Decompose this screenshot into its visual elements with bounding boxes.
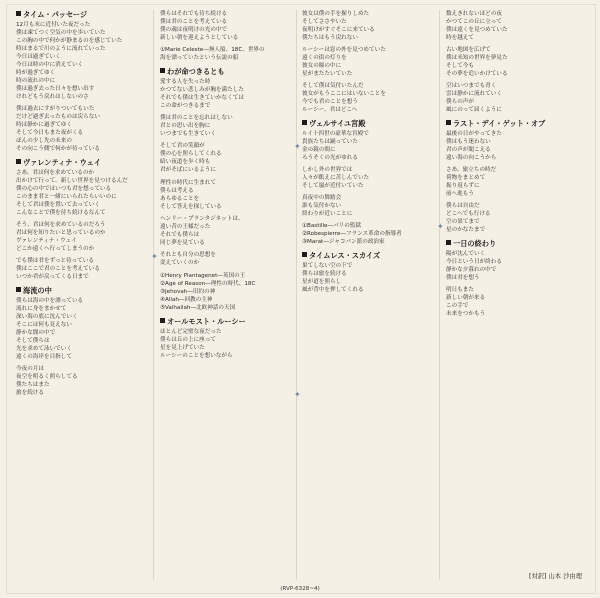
- lyric-line: 今日という日が終わる: [446, 259, 502, 265]
- lyric-line: 彼女がもうここにはいないことを: [302, 91, 386, 97]
- song-title: [302, 119, 438, 128]
- lyric-line: ⑤Valhallah―北欧神話の天国: [160, 305, 236, 311]
- lyric-line: 金の鏡の間に: [302, 147, 336, 153]
- lyric-line: 人々が飢えに苦しんでいた: [302, 175, 370, 181]
- column-divider: [296, 10, 297, 580]
- lyric-line: ほんの少し先の未来の: [16, 138, 72, 144]
- lyric-line: 遠い海の向こうから: [446, 155, 497, 161]
- lyric-line: ろうそくの光がゆれる: [302, 155, 358, 161]
- lyric-line: 誰も気付かない: [302, 203, 342, 209]
- lyric-line: 未来をつかもう: [446, 311, 486, 317]
- lyric-section: [302, 10, 438, 114]
- lyric-line: 明日もまた: [446, 287, 474, 293]
- lyric-line: だけど過ぎ去ったものは戻らない: [16, 114, 100, 120]
- lyric-section: [446, 239, 582, 318]
- lyric-line: 風が背中を押してくれる: [302, 287, 364, 293]
- lyric-line: ①Bastille―パリの監獄: [302, 223, 362, 229]
- lyric-line: そして僕らは: [16, 338, 50, 344]
- lyric-line: その向こう側で何かが待っている: [16, 146, 100, 152]
- lyric-section: [302, 119, 438, 246]
- lyric-line: その夢を追いかけている: [446, 71, 508, 77]
- lyric-line: 陽が沈んでいく: [446, 251, 486, 257]
- column-divider: [153, 10, 154, 580]
- lyric-line: 終わりが近いことに: [302, 211, 353, 217]
- lyric-line: 時を越えて: [446, 35, 474, 41]
- lyric-line: ①Henry Plantagenet―英国の王: [160, 273, 246, 279]
- lyric-lines: [160, 328, 296, 360]
- song-title-text: ヴェルサイユ宮殿: [309, 119, 366, 128]
- lyric-line: それでも僕らは: [160, 232, 200, 238]
- lyric-line: 今日は時の中に消えていく: [16, 62, 84, 68]
- song-title: [16, 286, 152, 295]
- title-bullet-icon: [16, 287, 21, 292]
- lyric-line: 出かけて行って、新しい世界を見つけるんだ: [16, 178, 128, 184]
- lyric-lines: [446, 250, 582, 318]
- song-title-text: タイムレス・スカイズ: [309, 251, 381, 260]
- lyric-line: それでも僕は生きていかなくては: [160, 95, 244, 101]
- column-divider: [439, 10, 440, 580]
- title-bullet-icon: [302, 120, 307, 125]
- song-title-text: ヴァレンティナ・ウェイ: [23, 158, 101, 167]
- lyric-line: 星がまたたいていた: [302, 71, 353, 77]
- title-bullet-icon: [160, 318, 165, 323]
- lyric-section: [160, 179, 296, 267]
- lyric-line: ②Robespierre―フランス革命の指導者: [302, 231, 402, 237]
- lyric-line: そして答えを探している: [160, 204, 222, 210]
- lyric-section: [160, 10, 296, 62]
- lyric-section: [446, 10, 582, 114]
- lyric-line: ほとんど完璧な夜だった: [160, 329, 222, 335]
- lyric-line: 静かな闇の中で: [16, 330, 56, 336]
- lyric-line: 新しい朝が来る: [446, 295, 486, 301]
- lyric-line: ルーシー、君はどこへ: [302, 107, 358, 113]
- lyric-line: 僕らは自由だ: [446, 203, 480, 209]
- lyric-line: そして今も: [446, 63, 474, 69]
- lyric-line: 僕の心の中ではいつも君を想っている: [16, 186, 112, 192]
- lyric-line: このまま君と一緒にいられたらいいのに: [16, 194, 117, 200]
- title-bullet-icon: [446, 240, 451, 245]
- lyric-line: かつてこの丘に立って: [446, 19, 502, 25]
- lyric-line: 真夜中の舞踏会: [302, 195, 342, 201]
- lyric-line: 前へ進もう: [446, 191, 474, 197]
- lyric-line: 僕は未知の世界を夢見た: [446, 55, 508, 61]
- lyric-section: [16, 158, 152, 281]
- lyric-line: 僕はもう迷わない: [446, 139, 491, 145]
- lyric-line: そして僕は気付いたんだ: [302, 83, 364, 89]
- lyric-line: 君は何を知りたいと思っているのか: [16, 230, 106, 236]
- lyric-line: 君との思い出を胸に: [160, 123, 211, 129]
- lyric-line: 愛する人を失った時: [160, 79, 211, 85]
- lyric-line: 夜空を明るく照らしてる: [16, 374, 78, 380]
- lyric-lines: [16, 169, 152, 281]
- lyric-line: 遠くの街の灯りを: [302, 55, 347, 61]
- lyric-lines: [446, 130, 582, 234]
- lyric-line: 理性の時代に生まれて: [160, 180, 216, 186]
- lyric-lines: [160, 10, 296, 62]
- lyric-line: 今夜の月は: [16, 366, 44, 372]
- lyric-line: 君の声が聞こえる: [446, 147, 491, 153]
- lyric-lines: [160, 272, 296, 312]
- song-title: [446, 119, 582, 128]
- lyric-line: さあ、君は何を求めているのか: [16, 170, 95, 176]
- title-bullet-icon: [16, 159, 21, 164]
- lyric-line: 僕は遠くを見つめていた: [446, 27, 508, 33]
- divider-mark: ✦: [437, 222, 444, 231]
- lyric-line: 風にのって届くように: [446, 107, 502, 113]
- translator-credit: [対訳] 山本 沙由理: [529, 573, 582, 580]
- lyric-lines: [302, 10, 438, 114]
- lyric-line: 暗い夜道を歩く時も: [160, 159, 211, 165]
- lyric-lines: [446, 10, 582, 114]
- column-4: [446, 10, 582, 323]
- lyric-line: ヘンリー・プランタジネットは、: [160, 216, 244, 222]
- lyric-line: そして君は僕を置いて去っていく: [16, 202, 100, 208]
- lyric-line: 君がそばにいるように: [160, 167, 216, 173]
- lyric-line: 振り返らずに: [446, 183, 480, 189]
- lyric-line: 旅を続ける: [16, 390, 44, 396]
- lyric-line: 僕らは丘の上に座って: [160, 337, 216, 343]
- lyric-section: [302, 251, 438, 294]
- lyric-line: かつてない悲しみが胸を満たした: [160, 87, 244, 93]
- lyric-line: この胸の中で何かが静まるのを感じていた: [16, 38, 123, 44]
- lyric-line: 彼女の瞳の中に: [302, 63, 342, 69]
- lyric-line: そして嵐が近付いていた: [302, 183, 364, 189]
- lyric-line: 時は静かに過ぎてゆく: [16, 122, 72, 128]
- lyric-line: いつまでも生きていく: [160, 131, 216, 137]
- lyric-line: ルーシーのことを想いながら: [160, 353, 233, 359]
- lyric-line: 僕の魂は夜明けの光の中で: [160, 27, 228, 33]
- lyric-line: しかし外の世界では: [302, 167, 353, 173]
- lyric-line: 新しい朝を迎えようとしている: [160, 35, 239, 41]
- lyric-line: 僕たちはもう戻れない: [302, 35, 358, 41]
- lyric-line: ルーシーは窓の外を見つめていた: [302, 47, 386, 53]
- lyric-line: 星のかなたまで: [446, 227, 486, 233]
- lyric-line: 数えきれないほどの夜: [446, 11, 502, 17]
- lyric-line: 僕は凍てつく空気の中を歩いていた: [16, 30, 106, 36]
- lyric-section: [160, 317, 296, 360]
- song-title-text: オールモスト・ルーシー: [167, 317, 246, 326]
- lyric-section: [16, 286, 152, 397]
- lyric-line: 変えていくのか: [160, 260, 200, 266]
- song-title-text: 海流の中: [23, 286, 52, 295]
- lyric-line: 時の流れの中に: [16, 78, 56, 84]
- lyric-line: 僕は過去にすがりついてもいた: [16, 106, 95, 112]
- lyric-line: ヴァレンティナ・ウェイ: [16, 238, 77, 244]
- lyric-line: 僕らの声が: [446, 99, 474, 105]
- lyric-line: 彼女は僕の手を握りしめた: [302, 11, 370, 17]
- lyric-lines: [16, 297, 152, 397]
- lyric-lines: [16, 21, 152, 153]
- lyric-line: 深い海の底に沈んでいく: [16, 314, 78, 320]
- song-title-text: タイム・パッセージ: [23, 10, 88, 19]
- song-title: [160, 317, 296, 326]
- title-bullet-icon: [446, 120, 451, 125]
- lyric-section: [160, 272, 296, 312]
- lyric-line: 空の果てまで: [446, 219, 480, 225]
- lyric-line: そしてささやいた: [302, 19, 347, 25]
- lyric-lines: [302, 262, 438, 294]
- lyric-line: 僕らは考える: [160, 188, 194, 194]
- song-title: [16, 158, 152, 167]
- lyric-line: 今でも君のことを想う: [302, 99, 358, 105]
- song-title-text: わが命つきるとも: [167, 67, 225, 76]
- divider-mark: ✦: [294, 390, 301, 399]
- column-2: [160, 10, 296, 365]
- lyric-line: 最後の日がやってきた: [446, 131, 502, 137]
- lyric-line: 僕らは海の中を漂っている: [16, 298, 84, 304]
- lyric-line: 雲は静かに流れていく: [446, 91, 502, 97]
- title-bullet-icon: [16, 11, 21, 16]
- lyric-line: 今日は過ぎていく: [16, 54, 61, 60]
- song-title: [16, 10, 152, 19]
- lyric-line: 僕は君のことを忘れはしない: [160, 115, 233, 121]
- lyric-line: 僕らはそれでも待ち続ける: [160, 11, 228, 17]
- lyric-line: 僕らは旅を続ける: [302, 271, 347, 277]
- column-3: [302, 10, 438, 299]
- song-title: [446, 239, 582, 248]
- lyric-line: けれどもう戻れはしないのさ: [16, 94, 89, 100]
- lyric-line: 貴族たちは踊っていた: [302, 139, 358, 145]
- lyric-line: 流れに身をまかせて: [16, 306, 67, 312]
- lyric-line: そして今日もまた夜がくる: [16, 130, 84, 136]
- lyric-line: あらゆることを: [160, 196, 200, 202]
- lyric-line: ①Marie Celeste―無人船、18C、世界の: [160, 47, 265, 53]
- lyric-section: [446, 119, 582, 234]
- lyric-line: 星が道を照らし: [302, 279, 342, 285]
- lyric-line: この手で: [446, 303, 469, 309]
- lyric-line: 荷物をまとめて: [446, 175, 486, 181]
- lyric-line: どこへでも行ける: [446, 211, 491, 217]
- lyric-line: ルイ十四世の豪華な宮殿で: [302, 131, 369, 137]
- title-bullet-icon: [160, 68, 165, 73]
- lyric-line: 僕はここで君のことを考えている: [16, 266, 100, 272]
- lyric-line: 時はまるで川のように流れていった: [16, 46, 106, 52]
- divider-mark: ✦: [294, 142, 301, 151]
- lyric-line: どこか遠くへ行ってしまうのか: [16, 246, 95, 252]
- lyric-line: 夜明けがすぐそこに来ている: [302, 27, 375, 33]
- lyric-line: 遠い昔の王様だった: [160, 224, 211, 230]
- lyric-line: ②Age of Reason―理性の時代、18C: [160, 281, 256, 287]
- lyric-line: そう、君は何を求めているのだろう: [16, 222, 106, 228]
- song-title: [302, 251, 438, 260]
- lyric-section: [16, 10, 152, 153]
- lyric-line: 果てしない空の下で: [302, 263, 353, 269]
- divider-mark: ✦: [151, 252, 158, 261]
- song-title: [160, 67, 296, 76]
- lyric-line: さあ、旅立ちの時だ: [446, 167, 497, 173]
- lyric-line: ④Allah―回教の主神: [160, 297, 213, 303]
- lyric-lines: [302, 130, 438, 246]
- lyric-line: 時が過ぎてゆく: [16, 70, 56, 76]
- lyric-line: 静かな夕暮れの中で: [446, 267, 497, 273]
- lyric-line: 12月も末に近付いた夜だった: [16, 22, 91, 28]
- lyric-line: 僕たちはまた: [16, 382, 50, 388]
- lyric-line: そこには何も見えない: [16, 322, 72, 328]
- lyric-line: 僕は君を想う: [446, 275, 480, 281]
- lyric-section: [160, 67, 296, 174]
- lyric-lines: [160, 78, 296, 174]
- lyric-line: 遠くの海岸を目指して: [16, 354, 72, 360]
- lyric-line: 僕は過ぎ去った日々を想い出す: [16, 86, 95, 92]
- lyric-line: ③Jehovah―旧約の神: [160, 289, 216, 295]
- lyric-line: 海を漂っていたという伝説の船: [160, 55, 239, 61]
- lyric-line: それとも自分の思想を: [160, 252, 216, 258]
- song-title-text: ラスト・デイ・ゲット・オブ: [453, 119, 546, 128]
- song-title-text: 一日の終わり: [453, 239, 497, 248]
- lyric-line: 空はいつまでも青く: [446, 83, 497, 89]
- column-1: [16, 10, 152, 402]
- lyric-line: 古い地図を広げて: [446, 47, 491, 53]
- lyric-line: ③Marat―ジャコバン派の政治家: [302, 239, 385, 245]
- lyric-line: この命がつきるまで: [160, 103, 211, 109]
- lyric-line: 僕は君のことを考えている: [160, 19, 228, 25]
- lyric-lines: [160, 179, 296, 267]
- lyric-line: 星を見上げていた: [160, 345, 205, 351]
- title-bullet-icon: [302, 252, 307, 257]
- catalog-number: (RVP-6328~4): [280, 586, 320, 592]
- lyric-line: こんなことで僕を待ち続けるなんて: [16, 210, 106, 216]
- lyric-line: いつか君が戻ってくる日まで: [16, 274, 89, 280]
- lyric-line: そして君の笑顔が: [160, 143, 205, 149]
- lyric-line: 光を求めて泳いでいく: [16, 346, 72, 352]
- lyric-line: 僕の心を照らしてくれる: [160, 151, 222, 157]
- lyric-line: 同じ夢を見ている: [160, 240, 205, 246]
- lyric-line: でも僕は君をずっと待っている: [16, 258, 94, 264]
